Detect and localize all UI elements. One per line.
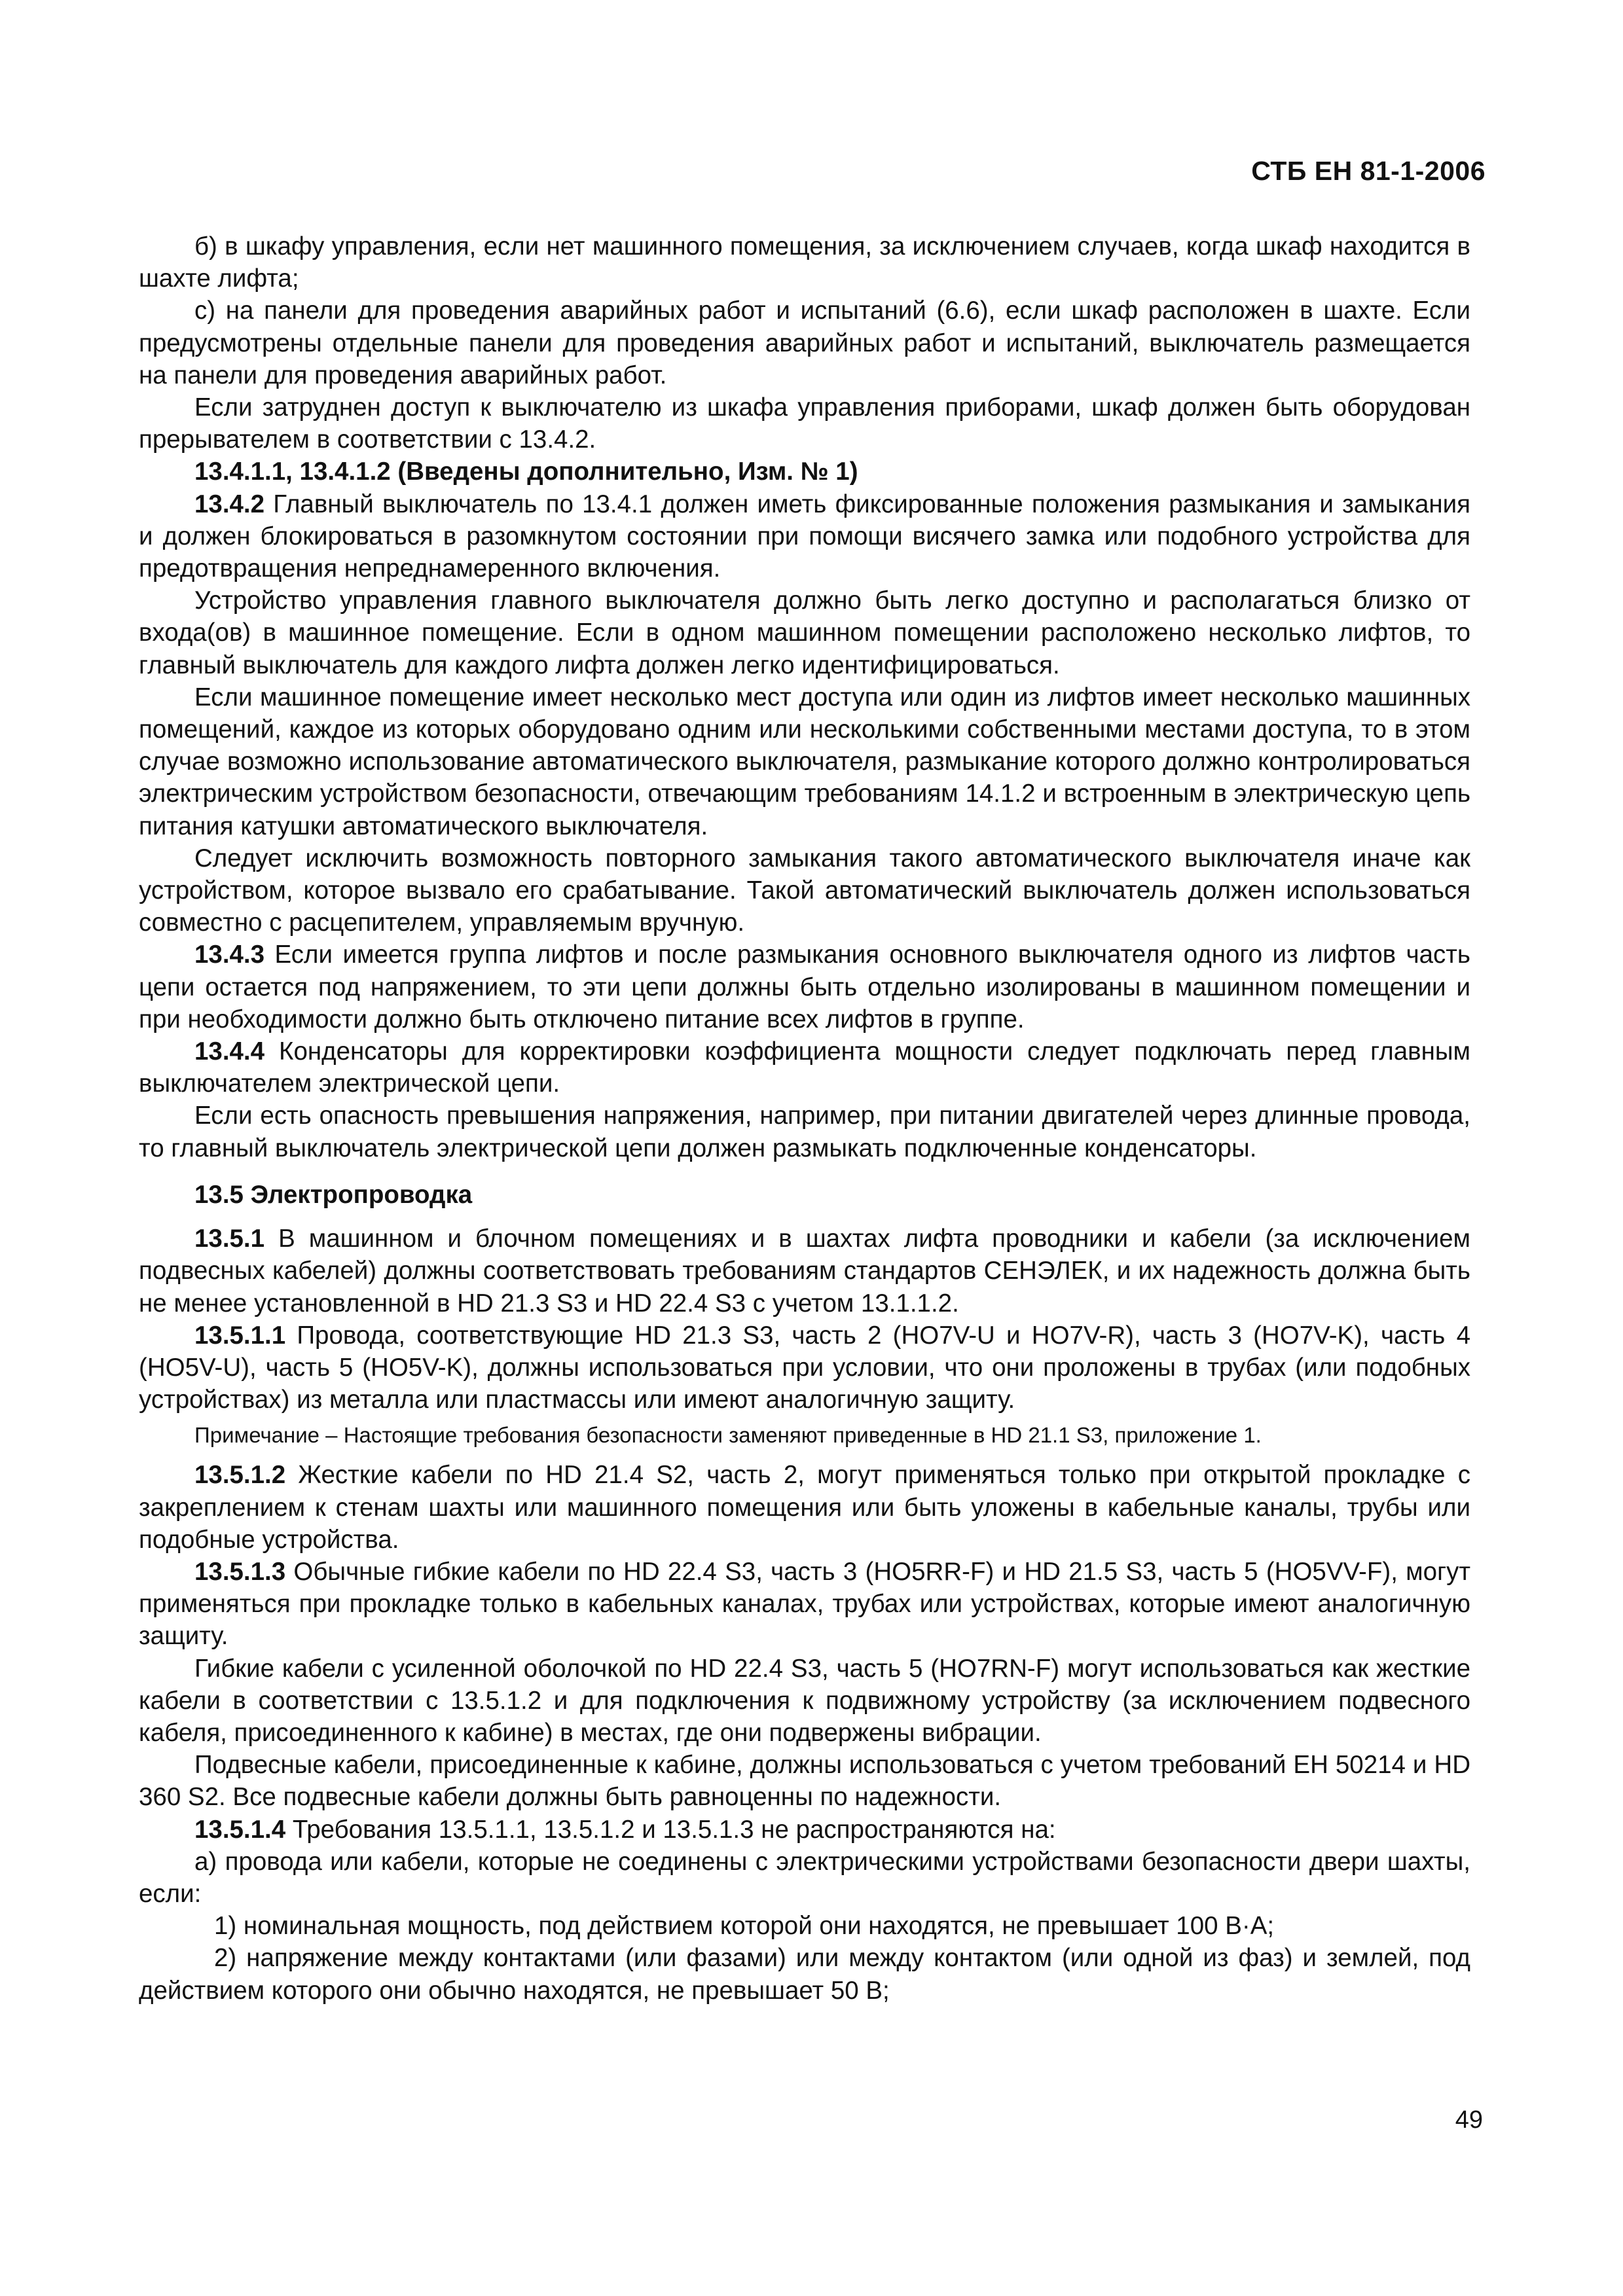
- paragraph: а) провода или кабели, которые не соединены с электрическими устройствами безопасности двери шахты, если:: [139, 1847, 1470, 1908]
- paragraph: Устройство управления главного выключателя должно быть легко доступно и располагаться близко от входа(ов) в машинное помещение. Если в одном машинном помещении расположено несколько лифтов, то главный выключатель для каждого лифта должен легко идентифицироваться.: [139, 586, 1470, 679]
- paragraph: Подвесные кабели, присоединенные к кабине, должны использоваться с учетом требований ЕН 50214 и HD 360 S2. Все подвесные кабели должны быть равноценны по надежности.: [139, 1751, 1470, 1812]
- clause-13-4-4: 13.4.4 Конденсаторы для корректировки коэффициента мощности следует подключать перед главным выключателем электрической цепи.: [139, 1037, 1470, 1098]
- paragraph: Если затруднен доступ к выключателю из шкафа управления приборами, шкаф должен быть оборудован прерывателем в соответствии с 13.4.2.: [139, 393, 1470, 454]
- paragraph: с) на панели для проведения аварийных работ и испытаний (6.6), если шкаф расположен в шахте. Если предусмотрены отдельные панели для проведения аварийных работ и испытаний, выключатель размещается на панели для проведения аварийных работ.: [139, 296, 1470, 389]
- clause-13-4-2: 13.4.2 Главный выключатель по 13.4.1 должен иметь фиксированные положения размыкания и замыкания и должен блокироваться в разомкнутом состоянии при помощи висячего замка или подобного устройства для предотвращения непреднамеренного включения.: [139, 490, 1470, 583]
- paragraph: Следует исключить возможность повторного замыкания такого автоматического выключателя иначе как устройством, которое вызвало его срабатывание. Такой автоматический выключатель должен использоваться совместно с расцепителем, управляемым вручную.: [139, 844, 1470, 937]
- note: Примечание – Настоящие требования безопасности заменяют приведенные в HD 21.1 S3, приложение 1.: [194, 1423, 1262, 1448]
- paragraph: б) в шкафу управления, если нет машинного помещения, за исключением случаев, когда шкаф находится в шахте лифта;: [139, 232, 1470, 293]
- list-item: 1) номинальная мощность, под действием которой они находятся, не превышает 100 В·А;: [214, 1912, 1275, 1941]
- clause-13-5-1-1: 13.5.1.1 Провода, соответствующие HD 21.3 S3, часть 2 (HO7V-U и HO7V-R), часть 3 (HO7V-K), часть 4 (HO5V-U), часть 5 (HO5V-K), должны использоваться при условии, что они проложены в трубах (или подобных устройствах) из металла или пластмассы или имеют аналогичную защиту.: [139, 1321, 1470, 1414]
- paragraph: Если есть опасность превышения напряжения, например, при питании двигателей через длинные провода, то главный выключатель электрической цепи должен размыкать подключенные конденсаторы.: [139, 1102, 1470, 1162]
- paragraph: Если машинное помещение имеет несколько мест доступа или один из лифтов имеет несколько машинных помещений, каждое из которых оборудовано одним или несколькими собственными местами доступа, то в этом случае возможно использование автоматического выключателя, размыкание которого должно контролироваться электрическим устройством безопасности, отвечающим требованиям 14.1.2 и встроенным в электрическую цепь питания катушки автоматического выключателя.: [139, 683, 1470, 840]
- clause-13-5-1-2: 13.5.1.2 Жесткие кабели по HD 21.4 S2, часть 2, могут применяться только при открытой прокладке с закреплением к стенам шахты или машинного помещения или быть уложены в кабельные каналы, трубы или подобные устройства.: [139, 1461, 1470, 1554]
- clause-13-5-1-4: 13.5.1.4 Требования 13.5.1.1, 13.5.1.2 и 13.5.1.3 не распространяются на:: [194, 1815, 1056, 1844]
- list-item: 2) напряжение между контактами (или фазами) или между контактом (или одной из фаз) и землей, под действием которого они обычно находятся, не превышает 50 В;: [139, 1944, 1470, 2005]
- clause-13-4-3: 13.4.3 Если имеется группа лифтов и после размыкания основного выключателя одного из лифтов часть цепи остается под напряжением, то эти цепи должны быть отдельно изолированы в машинном помещении и при необходимости должно быть отключено питание всех лифтов в группе.: [139, 941, 1470, 1033]
- paragraph: Гибкие кабели с усиленной оболочкой по HD 22.4 S3, часть 5 (HO7RN-F) могут использоваться как жесткие кабели в соответствии с 13.5.1.2 и для подключения к подвижному устройству (за исключением подвесного кабеля, присоединенного к кабине) в местах, где они подвержены вибрации.: [139, 1654, 1470, 1747]
- clause-13-5-1: 13.5.1 В машинном и блочном помещениях и в шахтах лифта проводники и кабели (за исключением подвесных кабелей) должны соответствовать требованиям стандартов СЕНЭЛЕК, и их надежность должна быть не менее установленной в HD 21.3 S3 и HD 22.4 S3 с учетом 13.1.1.2.: [139, 1225, 1470, 1318]
- section-heading: 13.5 Электропроводка: [194, 1180, 473, 1209]
- page-number: 49: [1455, 2106, 1483, 2134]
- amendment-note: 13.4.1.1, 13.4.1.2 (Введены дополнительно, Изм. № 1): [194, 457, 858, 486]
- clause-13-5-1-3: 13.5.1.3 Обычные гибкие кабели по HD 22.4 S3, часть 3 (HO5RR-F) и HD 21.5 S3, часть 5 (HO5VV-F), могут применяться при прокладке только в кабельных каналах, трубах или устройствах, которые имеют аналогичную защиту.: [139, 1557, 1470, 1651]
- document-code-header: СТБ ЕН 81-1-2006: [1251, 156, 1486, 186]
- document-body: [139, 230, 1470, 2007]
